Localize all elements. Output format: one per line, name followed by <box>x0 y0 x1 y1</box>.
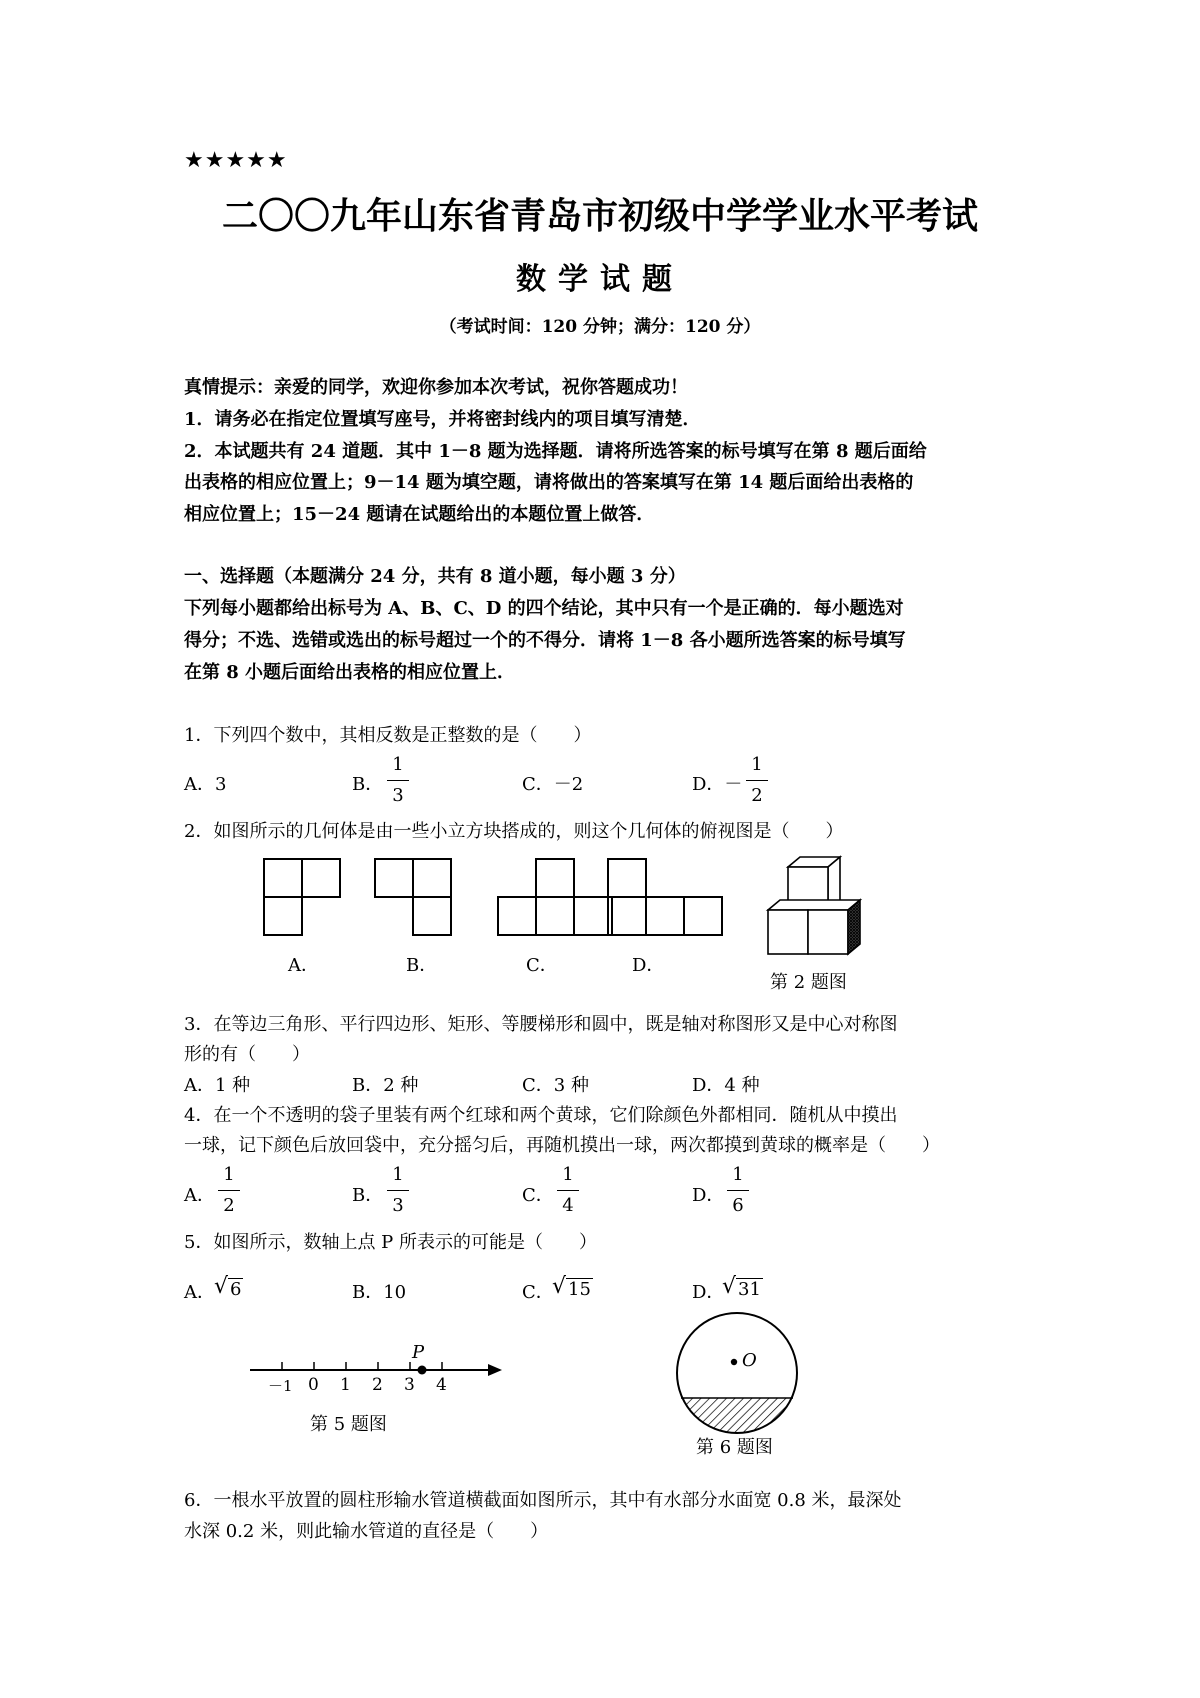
q6-caption: 第 6 题图 <box>696 1437 773 1458</box>
axis-arrow-icon <box>488 1364 502 1376</box>
q4-stem-line-1: 4．在一个不透明的袋子里装有两个红球和两个黄球，它们除颜色外都相同．随机从中摸出 <box>184 1105 898 1126</box>
q2-option-c-view <box>498 859 612 935</box>
q5-option-d-radicand: 31 <box>738 1279 761 1300</box>
note-1: 1．请务必在指定位置填写座号，并将密封线内的项目填写清楚． <box>184 409 701 430</box>
q4-a-denominator: 2 <box>223 1195 235 1216</box>
q6-stem-line-1: 6．一根水平放置的圆柱形输水管道横截面如图所示，其中有水部分水面宽 0.8 米，最深处 <box>184 1490 902 1511</box>
exam-title: 二〇〇九年山东省青岛市初级中学学业水平考试 <box>221 195 978 237</box>
q2-label-d: D． <box>632 955 665 976</box>
q4-option-a-fraction <box>214 1164 244 1221</box>
q1-d-denominator: 2 <box>751 785 763 806</box>
q4-d-numerator: 1 <box>732 1164 744 1185</box>
q1-option-d-fraction <box>742 754 772 811</box>
q1-option-d-label: D．－ <box>692 774 743 795</box>
center-label: O <box>742 1350 757 1371</box>
q1-b-denominator: 3 <box>392 785 404 806</box>
q4-stem-line-2: 一球，记下颜色后放回袋中，充分摇匀后，再随机摸出一球，两次都摸到黄球的概率是（ ） <box>184 1135 940 1156</box>
q2-option-b-view <box>375 859 451 935</box>
q3-option-c: C．3 种 <box>522 1075 589 1096</box>
q4-c-denominator: 4 <box>562 1195 574 1216</box>
q3-option-d: D．4 种 <box>692 1075 760 1096</box>
q1-option-a: A．3 <box>184 774 227 795</box>
difficulty-stars: ★★★★★ <box>184 148 288 173</box>
q5-caption: 第 5 题图 <box>310 1414 387 1435</box>
q4-b-denominator: 3 <box>392 1195 404 1216</box>
q5-stem: 5．如图所示，数轴上点 P 所表示的可能是（ ） <box>184 1232 598 1253</box>
tick-label-2: 2 <box>372 1375 383 1395</box>
q2-label-b: B． <box>406 955 438 976</box>
q4-option-a-label: A． <box>184 1185 215 1206</box>
tick-label-1: 1 <box>340 1375 351 1395</box>
q5-option-a-label: A． <box>184 1282 215 1303</box>
tick-label-0: 0 <box>308 1375 319 1395</box>
tick-label-3: 3 <box>404 1375 415 1395</box>
note-2-line-2: 出表格的相应位置上；9－14 题为填空题，请将做出的答案填写在第 14 题后面给出表格的 <box>184 472 914 493</box>
q1-option-c: C．－2 <box>522 774 584 795</box>
section-desc-line-2: 得分；不选、选错或选出的标号超过一个的不得分．请将 1－8 各小题所选答案的标号填写 <box>184 630 906 651</box>
q6-stem-line-2: 水深 0.2 米，则此输水管道的直径是（ ） <box>184 1521 549 1542</box>
sqrt-sign: √ <box>722 1274 737 1299</box>
sqrt-sign: √ <box>552 1274 567 1299</box>
section-desc-line-1: 下列每小题都给出标号为 A、B、C、D 的四个结论，其中只有一个是正确的．每小题选对 <box>184 598 904 619</box>
greeting: 真情提示：亲爱的同学，欢迎你参加本次考试，祝你答题成功！ <box>184 377 688 398</box>
q4-c-numerator: 1 <box>562 1164 574 1185</box>
center-point <box>731 1359 737 1365</box>
exam-subtitle: 数学试题 <box>516 262 684 297</box>
q2-solid-figure <box>768 857 860 954</box>
q4-option-b-fraction <box>383 1164 413 1221</box>
q1-option-b-label: B． <box>352 774 384 795</box>
q4-option-d-fraction <box>723 1164 753 1221</box>
q4-option-c-label: C． <box>522 1185 554 1206</box>
q3-stem-line-1: 3．在等边三角形、平行四边形、矩形、等腰梯形和圆中，既是轴对称图形又是中心对称图 <box>184 1014 898 1035</box>
q4-option-d-label: D． <box>692 1185 725 1206</box>
q3-option-b: B．2 种 <box>352 1075 419 1096</box>
tick-label-4: 4 <box>436 1375 447 1395</box>
q5-option-b: B．10 <box>352 1282 407 1303</box>
q5-option-d-label: D． <box>692 1282 725 1303</box>
q1-option-b-fraction <box>383 754 413 811</box>
q2-stem: 2．如图所示的几何体是由一些小立方块搭成的，则这个几何体的俯视图是（ ） <box>184 821 844 842</box>
q2-caption: 第 2 题图 <box>770 972 847 993</box>
q2-option-d-view <box>608 859 722 935</box>
q2-label-a: A． <box>288 955 319 976</box>
exam-time-note: （考试时间：120 分钟；满分：120 分） <box>439 317 761 337</box>
q4-option-c-fraction <box>553 1164 583 1221</box>
point-p <box>418 1366 427 1375</box>
point-p-label: P <box>412 1342 425 1363</box>
note-2-line-1: 2．本试题共有 24 道题．其中 1－8 题为选择题．请将所选答案的标号填写在第 8 题后面给 <box>184 441 927 462</box>
sqrt-sign: √ <box>214 1274 229 1299</box>
q2-option-a-view <box>264 859 340 935</box>
tick-label-neg1: －1 <box>268 1377 293 1395</box>
q6-pipe-figure <box>672 1308 802 1438</box>
q1-b-numerator: 1 <box>392 754 404 775</box>
q5-option-c-label: C． <box>522 1282 554 1303</box>
section-desc-line-3: 在第 8 小题后面给出表格的相应位置上． <box>184 662 516 683</box>
q1-d-numerator: 1 <box>751 754 763 775</box>
section-heading: 一、选择题（本题满分 24 分，共有 8 道小题，每小题 3 分） <box>184 566 686 587</box>
q1-stem: 1．下列四个数中，其相反数是正整数的是（ ） <box>184 725 592 746</box>
q3-stem-line-2: 形的有（ ） <box>184 1044 310 1065</box>
q4-d-denominator: 6 <box>732 1195 744 1216</box>
q2-label-c: C． <box>526 955 558 976</box>
q4-b-numerator: 1 <box>392 1164 404 1185</box>
q4-a-numerator: 1 <box>223 1164 235 1185</box>
q4-option-b-label: B． <box>352 1185 384 1206</box>
q5-option-c-radicand: 15 <box>568 1279 591 1300</box>
note-2-line-3: 相应位置上；15－24 题请在试题给出的本题位置上做答． <box>184 504 655 525</box>
q3-option-a: A．1 种 <box>184 1075 251 1096</box>
q5-option-a-radicand: 6 <box>230 1279 242 1300</box>
